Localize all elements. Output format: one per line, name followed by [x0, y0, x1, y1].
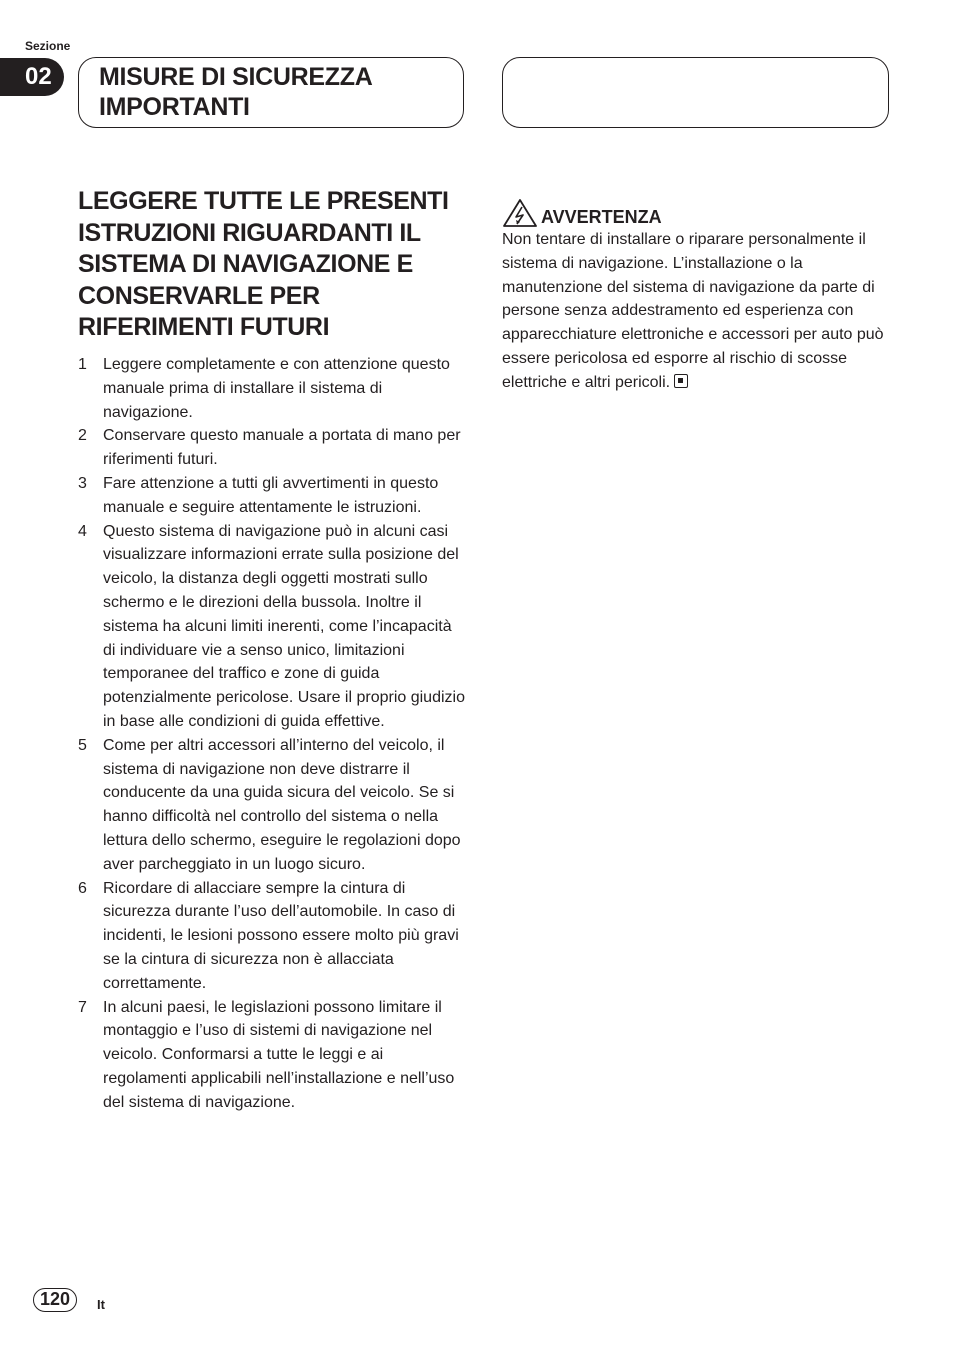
page-number: 120	[33, 1288, 77, 1312]
main-heading: LEGGERE TUTTE LE PRESENTI ISTRUZIONI RIGUARDANTI IL SISTEMA DI NAVIGAZIONE E CONSERVARLE PER RIFERIMENTI FUTURI	[78, 187, 449, 341]
list-item-text: Ricordare di allacciare sempre la cintura di sicurezza durante l’uso dell’automobile. In caso di incidenti, le lesioni possono essere molto più gravi se la cintura di sicurezza non è allacciata correttamente.	[103, 879, 459, 992]
list-item-text: Come per altri accessori all’interno del veicolo, il sistema di navigazione non deve distrarre il conducente da una guida sicura del veicolo. Se si hanno difficoltà nel controllo del sistema o nella lettura dello schermo, eseguire le regolazioni dopo aver parcheggiato in un luogo sicuro.	[103, 736, 461, 873]
list-item-text: Leggere completamente e con attenzione questo manuale prima di installare il sistema di navigazione.	[103, 356, 450, 421]
list-item	[78, 353, 466, 424]
list-item-number: 1	[78, 356, 87, 373]
instructions-list	[78, 353, 466, 1115]
list-item-text: Questo sistema di navigazione può in alcuni casi visualizzare informazioni errate sulla posizione del veicolo, la distanza degli oggetti mostrati sullo schermo e le direzioni della bussola. Inoltre il sistema ha alcuni limiti inerenti, come l’incapacità di individuare vie a senso unico, limitazioni temporanee del traffico e zone di guida potenzialmente pericolose. Usare il proprio giudizio in base alle condizioni di guida effettive.	[103, 522, 465, 730]
list-item-number: 3	[78, 474, 87, 492]
header-title: MISURE DI SICUREZZA IMPORTANTI	[99, 63, 372, 121]
section-label: Sezione	[25, 39, 71, 53]
warning-header	[502, 196, 887, 228]
list-item-number: 6	[78, 879, 87, 897]
header-empty-box	[502, 57, 889, 128]
section-number-tab: 02	[0, 58, 64, 96]
list-item-number: 5	[78, 736, 87, 754]
list-item	[78, 734, 466, 877]
header-title-box	[78, 57, 464, 128]
warning-title: AVVERTENZA	[541, 207, 662, 227]
warning-triangle-icon	[502, 198, 538, 228]
warning-text-body: Non tentare di installare o riparare personalmente il sistema di navigazione. L’installazione o la manutenzione del sistema di navigazione da parte di persone senza addestramento ed esperienza con apparecchiature elettroniche e accessori per auto può essere pericolosa ed esporre al rischio di scosse elettriche e altri pericoli.	[502, 231, 884, 391]
list-item-number: 7	[78, 998, 87, 1016]
list-item-number: 2	[78, 427, 87, 445]
end-mark-icon	[674, 374, 688, 388]
language-code: It	[97, 1297, 105, 1312]
list-item	[78, 877, 466, 996]
list-item-text: Conservare questo manuale a portata di mano per riferimenti futuri.	[103, 427, 461, 469]
list-item	[78, 472, 466, 520]
warning-text	[502, 228, 887, 395]
warning-block	[502, 196, 887, 395]
list-item	[78, 424, 466, 472]
list-item	[78, 520, 466, 734]
list-item-number: 4	[78, 522, 87, 540]
list-item-text: Fare attenzione a tutti gli avvertimenti in questo manuale e seguire attentamente le istruzioni.	[103, 474, 439, 516]
list-item	[78, 996, 466, 1115]
list-item-text: In alcuni paesi, le legislazioni possono limitare il montaggio e l’uso di sistemi di navigazione nel veicolo. Conformarsi a tutte le leggi e ai regolamenti applicabili nell’installazione e nell’uso del sistema di navigazione.	[103, 998, 455, 1111]
